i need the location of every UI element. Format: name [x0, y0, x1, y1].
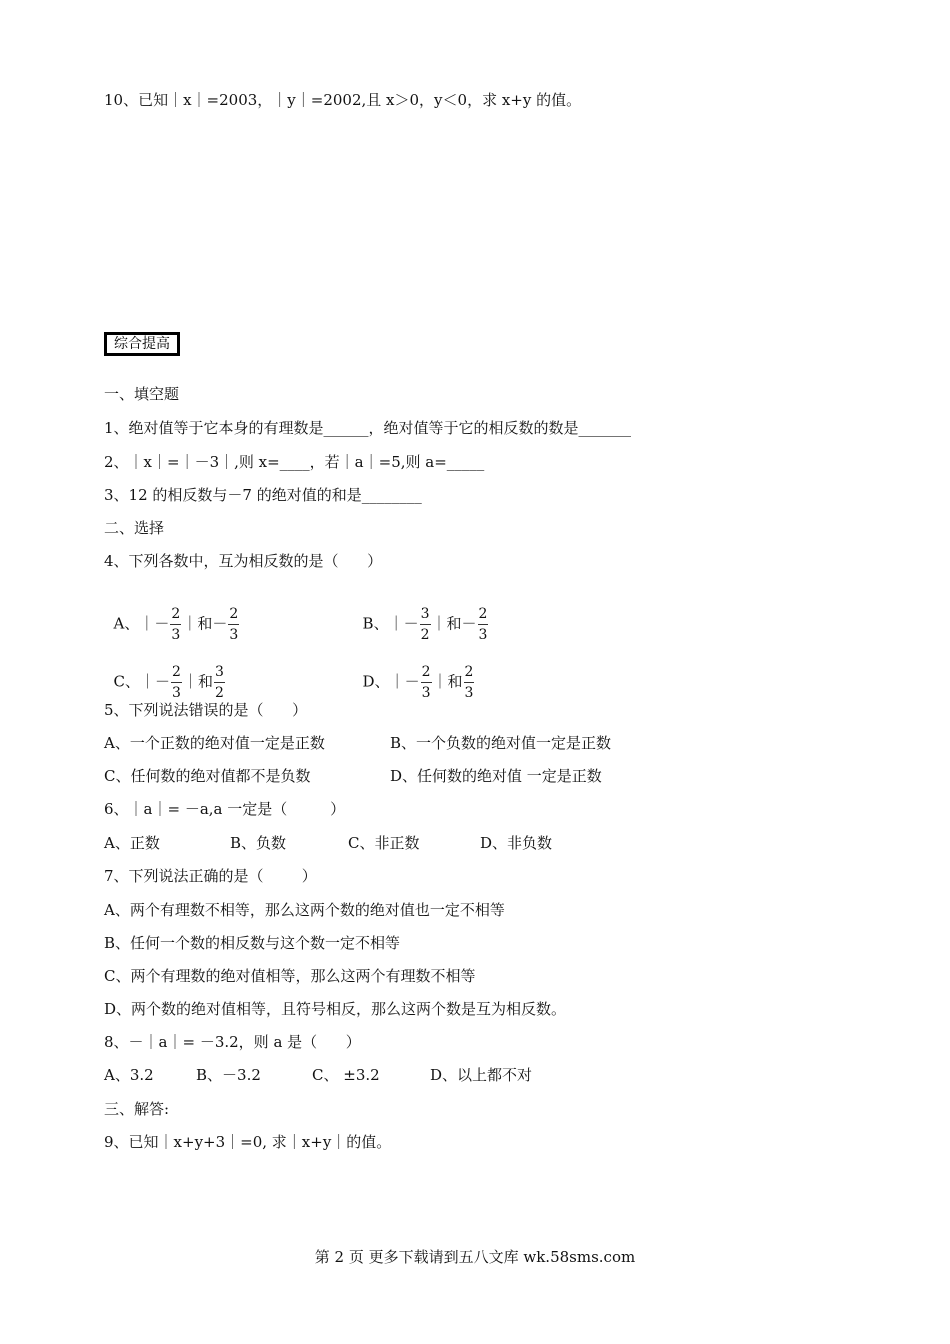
denominator: 2	[214, 685, 224, 701]
q4-option-a	[104, 586, 240, 643]
numerator: 2	[229, 606, 239, 622]
fraction	[171, 664, 182, 701]
part-1-title: 一、填空题	[104, 385, 180, 403]
question-5: 5、下列说法错误的是（ ）	[104, 701, 308, 719]
q7-option-a: A、两个有理数不相等，那么这两个数的绝对值也一定不相等	[104, 901, 505, 919]
q7-option-c: C、两个有理数的绝对值相等，那么这两个有理数不相等	[104, 967, 476, 985]
q4-option-d	[353, 644, 475, 701]
q8-option-a: A、3.2	[104, 1066, 154, 1084]
part-2-title: 二、选择	[104, 519, 165, 537]
section-badge	[104, 332, 180, 356]
q7-option-b: B、任何一个数的相反数与这个数一定不相等	[104, 934, 401, 952]
q4-option-c	[104, 644, 226, 701]
q4-option-d-mid: ｜和	[432, 672, 463, 691]
fraction	[478, 606, 489, 643]
q8-option-c: C、 ±3.2	[312, 1066, 380, 1084]
q8-option-b: B、－3.2	[196, 1066, 261, 1084]
denominator: 3	[229, 627, 239, 643]
numerator: 2	[171, 606, 181, 622]
q5-option-a: A、一个正数的绝对值一定是正数	[104, 734, 325, 752]
question-8: 8、－｜a｜= －3.2，则 a 是（ ）	[104, 1033, 361, 1051]
q4-option-d-prefix: D、｜－	[362, 672, 420, 691]
q5-option-d: D、任何数的绝对值 一定是正数	[390, 767, 602, 785]
q7-option-d: D、两个数的绝对值相等，且符号相反，那么这两个数是互为相反数。	[104, 1000, 567, 1018]
q4-option-a-mid: ｜和－	[182, 614, 228, 633]
fraction	[420, 606, 431, 643]
q4-option-a-prefix: A、｜－	[113, 614, 170, 633]
fraction	[214, 664, 225, 701]
q5-option-b: B、一个负数的绝对值一定是正数	[390, 734, 612, 752]
page-footer: 第 2 页 更多下载请到五八文库 wk.58sms.com	[314, 1248, 636, 1266]
numerator: 2	[478, 606, 488, 622]
denominator: 3	[478, 627, 488, 643]
q4-option-c-mid: ｜和	[182, 672, 213, 691]
fraction	[421, 664, 432, 701]
fraction	[464, 664, 475, 701]
question-3: 3、12 的相反数与－7 的绝对值的和是________	[104, 486, 422, 504]
q4-option-b-prefix: B、｜－	[362, 614, 419, 633]
question-1: 1、绝对值等于它本身的有理数是______，绝对值等于它的相反数的数是_______	[104, 419, 632, 437]
fraction	[228, 606, 239, 643]
numerator: 3	[420, 606, 430, 622]
q5-option-c: C、任何数的绝对值都不是负数	[104, 767, 311, 785]
question-4: 4、下列各数中，互为相反数的是（ ）	[104, 552, 383, 570]
denominator: 3	[172, 685, 181, 701]
fraction	[170, 606, 181, 643]
numerator: 3	[214, 664, 224, 680]
q4-option-c-prefix: C、｜－	[113, 672, 171, 691]
numerator: 2	[172, 664, 181, 680]
q4-option-b	[353, 586, 489, 643]
numerator: 2	[421, 664, 431, 680]
part-3-title: 三、解答:	[104, 1100, 170, 1118]
q8-option-d: D、以上都不对	[430, 1066, 533, 1084]
question-9: 9、已知｜x+y+3｜=0, 求｜x+y｜的值。	[104, 1133, 392, 1151]
q4-option-b-mid: ｜和－	[431, 614, 477, 633]
denominator: 3	[421, 685, 431, 701]
denominator: 3	[171, 627, 181, 643]
section-badge-label: 综合提高	[107, 335, 177, 353]
question-7: 7、下列说法正确的是（ ）	[104, 867, 317, 885]
q6-option-b: B、负数	[230, 834, 287, 852]
q6-option-a: A、正数	[104, 834, 160, 852]
question-2: 2、｜x｜=｜－3｜,则 x=____，若｜a｜=5,则 a=_____	[104, 453, 485, 471]
q6-option-c: C、非正数	[348, 834, 420, 852]
question-10: 10、已知｜x｜=2003，｜y｜=2002,且 x＞0，y＜0，求 x+y 的值。	[104, 91, 582, 109]
denominator: 2	[420, 627, 430, 643]
denominator: 3	[464, 685, 474, 701]
numerator: 2	[464, 664, 474, 680]
q6-option-d: D、非负数	[480, 834, 553, 852]
question-6: 6、｜a｜= －a,a 一定是（ ）	[104, 800, 346, 818]
